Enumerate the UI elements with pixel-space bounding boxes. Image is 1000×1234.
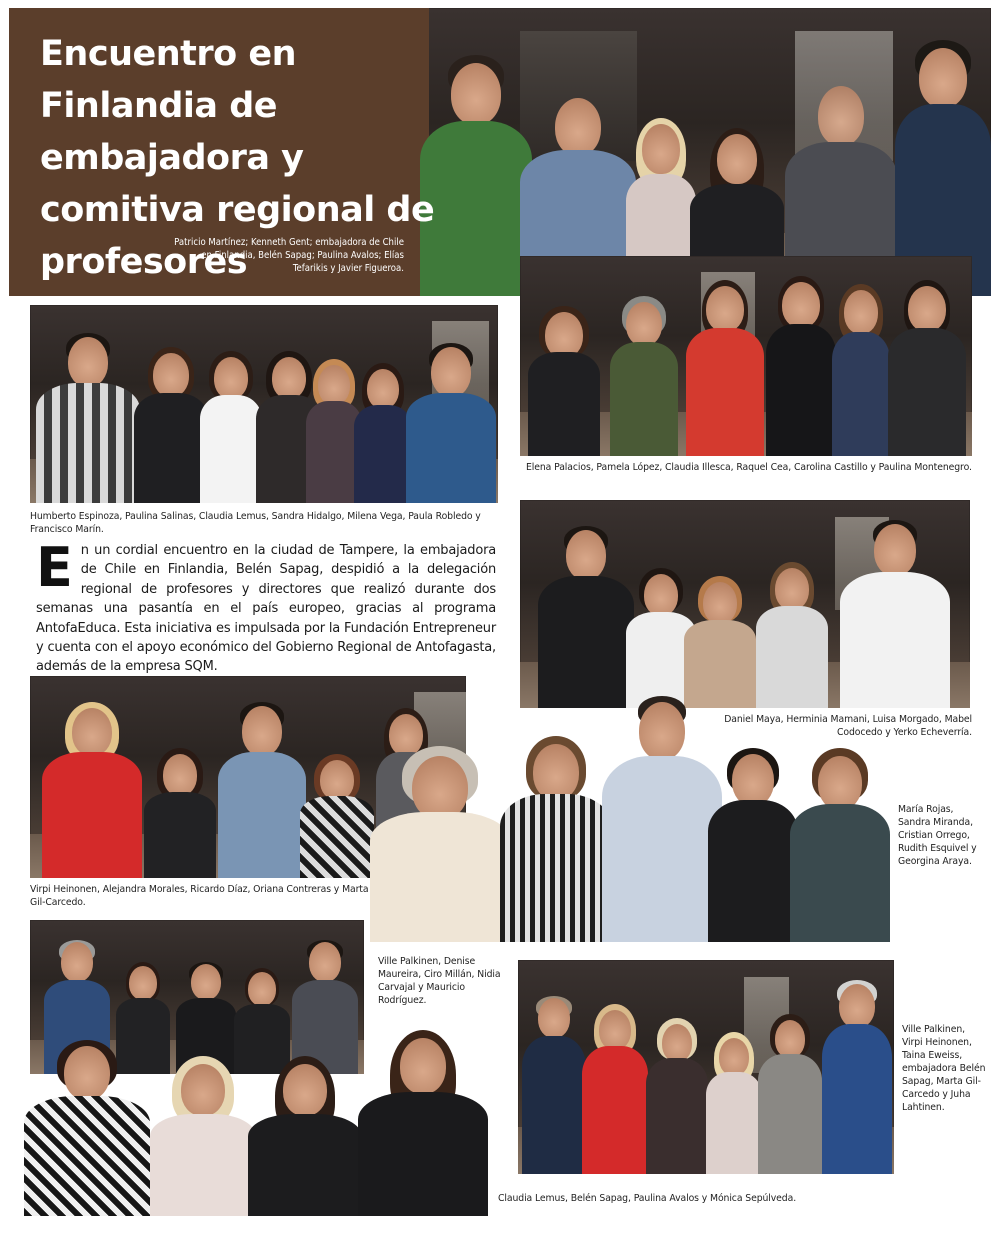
article-body-text: n un cordial encuentro en la ciudad de Tampere, la embajadora de Chile en Finlandia, Belén Sapag, despidió a la delegación regional de profesores y directores que realizó durante dos semanas una pasantía en el país europeo, gracias al programa AntofaEduca. Esta iniciativa es impulsada por la Fundación Entrepreneur y cuenta con el apoyo económico del Gobierno Regional de Antofagasta, además de la empresa SQM. xyxy=(36,543,496,675)
photo-group-3 xyxy=(30,305,498,503)
photo-group-4 xyxy=(520,500,970,708)
article-title: Encuentro en Finlandia de embajadora y comitiva regional de profesores xyxy=(40,34,435,282)
photo-group-2 xyxy=(520,256,972,456)
photo-group-8 xyxy=(518,960,894,1174)
drop-cap: E xyxy=(36,536,73,599)
article-body xyxy=(36,536,496,677)
photo-8-caption: Ville Palkinen, Virpi Heinonen, Taina Eweiss, embajadora Belén Sapag, Marta Gil-Carcedo y Juha Lahtinen. xyxy=(902,1024,986,1113)
photo-9-caption: Claudia Lemus, Belén Sapag, Paulina Avalos y Mónica Sepúlveda. xyxy=(498,1193,797,1204)
photo-4-caption: Daniel Maya, Herminia Mamani, Luisa Morgado, Mabel Codocedo y Yerko Echeverría. xyxy=(724,714,972,738)
photo-group-6 xyxy=(370,694,890,942)
header-photo-caption: Patricio Martínez; Kenneth Gent; embajadora de Chile en Finlandia, Belén Sapag; Paulina Avalos; Elías Tefarikis y Javier Figueroa. xyxy=(174,237,404,274)
photo-group-9 xyxy=(24,1028,490,1216)
photo-6-caption: María Rojas, Sandra Miranda, Cristian Orrego, Rudith Esquivel y Georgina Araya. xyxy=(898,804,977,867)
photo-7-caption: Ville Palkinen, Denise Maureira, Ciro Millán, Nidia Carvajal y Mauricio Rodríguez. xyxy=(378,956,501,1006)
photo-5-caption: Virpi Heinonen, Alejandra Morales, Ricardo Díaz, Oriana Contreras y Marta Gil-Carcedo. xyxy=(30,884,369,908)
photo-2-caption: Elena Palacios, Pamela López, Claudia Illesca, Raquel Cea, Carolina Castillo y Paulina Montenegro. xyxy=(526,462,972,473)
photo-3-caption: Humberto Espinoza, Paulina Salinas, Claudia Lemus, Sandra Hidalgo, Milena Vega, Paula Robledo y Francisco Marín. xyxy=(30,511,481,535)
